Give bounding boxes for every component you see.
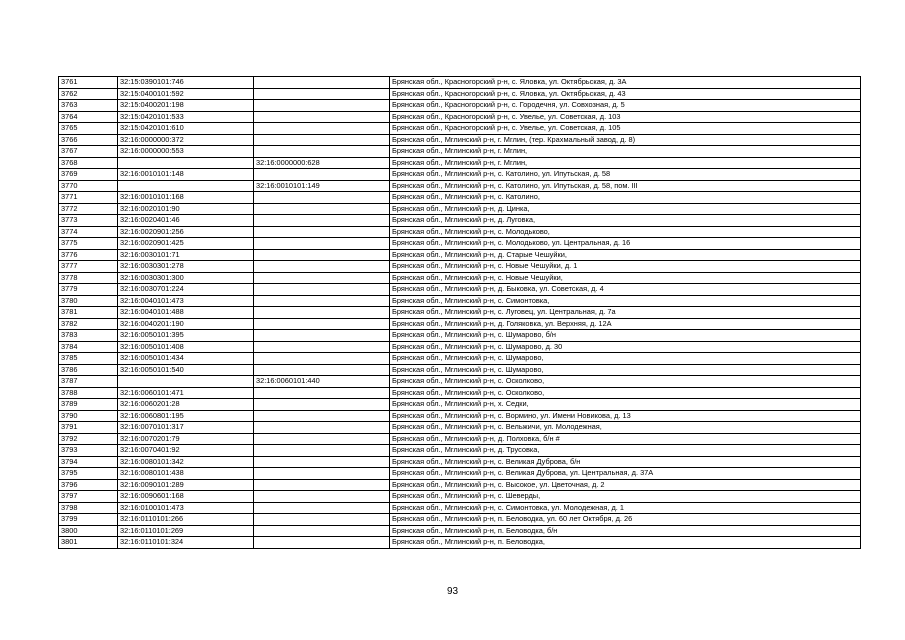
registry-table xyxy=(58,76,861,549)
address: Брянская обл., Мглинский р-н, с. Луговец, ул. Центральная, д. 7а xyxy=(390,307,861,319)
cadastral-number-secondary xyxy=(254,111,390,123)
row-number: 3793 xyxy=(59,445,118,457)
row-number: 3784 xyxy=(59,341,118,353)
cadastral-number: 32:16:0080101:342 xyxy=(118,456,254,468)
cadastral-number-secondary: 32:16:0000000:628 xyxy=(254,157,390,169)
row-number: 3797 xyxy=(59,491,118,503)
address: Брянская обл., Мглинский р-н, с. Шумарово, xyxy=(390,364,861,376)
table-row xyxy=(59,307,861,319)
row-number: 3783 xyxy=(59,330,118,342)
address: Брянская обл., Мглинский р-н, с. Молодьково, ул. Центральная, д. 16 xyxy=(390,238,861,250)
table-row xyxy=(59,422,861,434)
registry-table-body xyxy=(59,77,861,549)
table-row xyxy=(59,525,861,537)
address: Брянская обл., Мглинский р-н, с. Католино, ул. Ипутьская, д. 58, пом. III xyxy=(390,180,861,192)
address: Брянская обл., Красногорский р-н, с. Яловка, ул. Октябрьская, д. 43 xyxy=(390,88,861,100)
cadastral-number-secondary xyxy=(254,445,390,457)
address: Брянская обл., Мглинский р-н, п. Беловодка, xyxy=(390,537,861,549)
cadastral-number: 32:15:0420101:610 xyxy=(118,123,254,135)
cadastral-number: 32:16:0010101:148 xyxy=(118,169,254,181)
table-row xyxy=(59,111,861,123)
row-number: 3794 xyxy=(59,456,118,468)
cadastral-number-secondary xyxy=(254,307,390,319)
row-number: 3769 xyxy=(59,169,118,181)
cadastral-number-secondary xyxy=(254,502,390,514)
cadastral-number: 32:16:0060801:195 xyxy=(118,410,254,422)
row-number: 3790 xyxy=(59,410,118,422)
cadastral-number: 32:16:0020901:425 xyxy=(118,238,254,250)
cadastral-number-secondary xyxy=(254,537,390,549)
table-row xyxy=(59,272,861,284)
address: Брянская обл., Мглинский р-н, с. Молодьково, xyxy=(390,226,861,238)
cadastral-number: 32:15:0400101:592 xyxy=(118,88,254,100)
address: Брянская обл., Мглинский р-н, г. Мглин, (тер. Крахмальный завод, д. 8) xyxy=(390,134,861,146)
table-row xyxy=(59,410,861,422)
address: Брянская обл., Мглинский р-н, с. Шумарово, д. 30 xyxy=(390,341,861,353)
row-number: 3770 xyxy=(59,180,118,192)
row-number: 3773 xyxy=(59,215,118,227)
cadastral-number: 32:16:0030701:224 xyxy=(118,284,254,296)
address: Брянская обл., Мглинский р-н, с. Шумарово, б/н xyxy=(390,330,861,342)
address: Брянская обл., Мглинский р-н, с. Новые Чешуйки, д. 1 xyxy=(390,261,861,273)
cadastral-number-secondary xyxy=(254,330,390,342)
address: Брянская обл., Мглинский р-н, д. Быковка, ул. Советская, д. 4 xyxy=(390,284,861,296)
address: Брянская обл., Мглинский р-н, д. Голяковка, ул. Верхняя, д. 12А xyxy=(390,318,861,330)
table-row xyxy=(59,169,861,181)
address: Брянская обл., Мглинский р-н, д. Старые Чешуйки, xyxy=(390,249,861,261)
row-number: 3788 xyxy=(59,387,118,399)
cadastral-number: 32:16:0050101:408 xyxy=(118,341,254,353)
row-number: 3798 xyxy=(59,502,118,514)
cadastral-number: 32:16:0000000:553 xyxy=(118,146,254,158)
cadastral-number: 32:16:0030301:300 xyxy=(118,272,254,284)
cadastral-number: 32:16:0050101:395 xyxy=(118,330,254,342)
table-row xyxy=(59,180,861,192)
address: Брянская обл., Мглинский р-н, с. Католино, ул. Ипутьская, д. 58 xyxy=(390,169,861,181)
table-row xyxy=(59,295,861,307)
cadastral-number-secondary xyxy=(254,100,390,112)
cadastral-number-secondary xyxy=(254,433,390,445)
cadastral-number: 32:16:0110101:324 xyxy=(118,537,254,549)
address: Брянская обл., Красногорский р-н, с. Яловка, ул. Октябрьская, д. 3А xyxy=(390,77,861,89)
cadastral-number-secondary xyxy=(254,203,390,215)
address: Брянская обл., Мглинский р-н, с. Осколково, xyxy=(390,376,861,388)
table-row xyxy=(59,341,861,353)
cadastral-number-secondary xyxy=(254,410,390,422)
row-number: 3767 xyxy=(59,146,118,158)
cadastral-number-secondary xyxy=(254,341,390,353)
cadastral-number-secondary xyxy=(254,169,390,181)
row-number: 3761 xyxy=(59,77,118,89)
cadastral-number: 32:16:0060201:28 xyxy=(118,399,254,411)
table-row xyxy=(59,249,861,261)
cadastral-number: 32:16:0040101:473 xyxy=(118,295,254,307)
address: Брянская обл., Мглинский р-н, с. Высокое, ул. Цветочная, д. 2 xyxy=(390,479,861,491)
cadastral-number: 32:16:0060101:471 xyxy=(118,387,254,399)
cadastral-number-secondary: 32:16:0060101:440 xyxy=(254,376,390,388)
row-number: 3782 xyxy=(59,318,118,330)
row-number: 3778 xyxy=(59,272,118,284)
table-row xyxy=(59,537,861,549)
cadastral-number: 32:16:0090101:289 xyxy=(118,479,254,491)
row-number: 3786 xyxy=(59,364,118,376)
table-row xyxy=(59,192,861,204)
cadastral-number: 32:16:0090601:168 xyxy=(118,491,254,503)
address: Брянская обл., Красногорский р-н, с. Городечня, ул. Совхозная, д. 5 xyxy=(390,100,861,112)
cadastral-number: 32:15:0390101:746 xyxy=(118,77,254,89)
table-row xyxy=(59,433,861,445)
cadastral-number-secondary xyxy=(254,318,390,330)
address: Брянская обл., Мглинский р-н, с. Вельжичи, ул. Молодежная, xyxy=(390,422,861,434)
cadastral-number: 32:16:0070401:92 xyxy=(118,445,254,457)
address: Брянская обл., Мглинский р-н, г. Мглин, xyxy=(390,146,861,158)
cadastral-number-secondary xyxy=(254,479,390,491)
table-row xyxy=(59,261,861,273)
table-row xyxy=(59,330,861,342)
row-number: 3764 xyxy=(59,111,118,123)
table-row xyxy=(59,100,861,112)
row-number: 3799 xyxy=(59,514,118,526)
address: Брянская обл., Мглинский р-н, с. Католино, xyxy=(390,192,861,204)
cadastral-number-secondary xyxy=(254,353,390,365)
row-number: 3789 xyxy=(59,399,118,411)
cadastral-number xyxy=(118,180,254,192)
cadastral-number-secondary xyxy=(254,249,390,261)
address: Брянская обл., Красногорский р-н, с. Увелье, ул. Советская, д. 105 xyxy=(390,123,861,135)
table-row xyxy=(59,284,861,296)
table-row xyxy=(59,514,861,526)
cadastral-number: 32:16:0010101:168 xyxy=(118,192,254,204)
address: Брянская обл., Мглинский р-н, д. Луговка, xyxy=(390,215,861,227)
table-row xyxy=(59,456,861,468)
table-row xyxy=(59,364,861,376)
row-number: 3768 xyxy=(59,157,118,169)
cadastral-number-secondary xyxy=(254,88,390,100)
row-number: 3776 xyxy=(59,249,118,261)
address: Брянская обл., Мглинский р-н, с. Осколково, xyxy=(390,387,861,399)
cadastral-number xyxy=(118,157,254,169)
cadastral-number: 32:16:0110101:269 xyxy=(118,525,254,537)
address: Брянская обл., Мглинский р-н, г. Мглин, xyxy=(390,157,861,169)
row-number: 3763 xyxy=(59,100,118,112)
row-number: 3772 xyxy=(59,203,118,215)
cadastral-number: 32:16:0050101:540 xyxy=(118,364,254,376)
cadastral-number xyxy=(118,376,254,388)
address: Брянская обл., Мглинский р-н, с. Шеверды, xyxy=(390,491,861,503)
table-row xyxy=(59,146,861,158)
address: Брянская обл., Мглинский р-н, с. Новые Чешуйки, xyxy=(390,272,861,284)
table-row xyxy=(59,376,861,388)
address: Брянская обл., Мглинский р-н, х. Седки, xyxy=(390,399,861,411)
cadastral-number: 32:16:0040201:190 xyxy=(118,318,254,330)
table-row xyxy=(59,77,861,89)
cadastral-number-secondary xyxy=(254,422,390,434)
table-row xyxy=(59,491,861,503)
cadastral-number-secondary xyxy=(254,272,390,284)
table-row xyxy=(59,479,861,491)
cadastral-number-secondary xyxy=(254,77,390,89)
row-number: 3775 xyxy=(59,238,118,250)
row-number: 3780 xyxy=(59,295,118,307)
address: Брянская обл., Мглинский р-н, п. Беловодка, ул. 60 лет Октября, д. 26 xyxy=(390,514,861,526)
cadastral-number: 32:16:0070101:317 xyxy=(118,422,254,434)
row-number: 3791 xyxy=(59,422,118,434)
cadastral-number: 32:15:0400201:198 xyxy=(118,100,254,112)
registry-table-wrapper xyxy=(58,76,861,549)
table-row xyxy=(59,387,861,399)
cadastral-number-secondary xyxy=(254,295,390,307)
row-number: 3779 xyxy=(59,284,118,296)
row-number: 3787 xyxy=(59,376,118,388)
table-row xyxy=(59,157,861,169)
cadastral-number: 32:16:0100101:473 xyxy=(118,502,254,514)
cadastral-number: 32:16:0020401:46 xyxy=(118,215,254,227)
row-number: 3771 xyxy=(59,192,118,204)
row-number: 3796 xyxy=(59,479,118,491)
cadastral-number: 32:16:0070201:79 xyxy=(118,433,254,445)
address: Брянская обл., Мглинский р-н, с. Симонтовка, ул. Молодежная, д. 1 xyxy=(390,502,861,514)
cadastral-number: 32:16:0030301:278 xyxy=(118,261,254,273)
cadastral-number-secondary xyxy=(254,123,390,135)
cadastral-number-secondary xyxy=(254,364,390,376)
cadastral-number: 32:16:0110101:266 xyxy=(118,514,254,526)
cadastral-number-secondary xyxy=(254,238,390,250)
table-row xyxy=(59,215,861,227)
row-number: 3792 xyxy=(59,433,118,445)
address: Брянская обл., Мглинский р-н, д. Полховка, б/н # xyxy=(390,433,861,445)
cadastral-number: 32:16:0040101:488 xyxy=(118,307,254,319)
cadastral-number-secondary xyxy=(254,456,390,468)
address: Брянская обл., Мглинский р-н, д. Цинка, xyxy=(390,203,861,215)
row-number: 3766 xyxy=(59,134,118,146)
row-number: 3781 xyxy=(59,307,118,319)
cadastral-number-secondary xyxy=(254,491,390,503)
row-number: 3777 xyxy=(59,261,118,273)
table-row xyxy=(59,318,861,330)
table-row xyxy=(59,353,861,365)
address: Брянская обл., Мглинский р-н, с. Великая Дуброва, ул. Центральная, д. 37А xyxy=(390,468,861,480)
cadastral-number-secondary xyxy=(254,134,390,146)
cadastral-number-secondary xyxy=(254,399,390,411)
cadastral-number-secondary xyxy=(254,525,390,537)
cadastral-number-secondary xyxy=(254,387,390,399)
cadastral-number-secondary xyxy=(254,215,390,227)
cadastral-number: 32:16:0030101:71 xyxy=(118,249,254,261)
table-row xyxy=(59,203,861,215)
cadastral-number-secondary xyxy=(254,226,390,238)
address: Брянская обл., Мглинский р-н, с. Великая Дуброва, б/н xyxy=(390,456,861,468)
cadastral-number-secondary: 32:16:0010101:149 xyxy=(254,180,390,192)
table-row xyxy=(59,468,861,480)
address: Брянская обл., Мглинский р-н, д. Трусовка, xyxy=(390,445,861,457)
address: Брянская обл., Красногорский р-н, с. Увелье, ул. Советская, д. 103 xyxy=(390,111,861,123)
address: Брянская обл., Мглинский р-н, п. Беловодка, б/н xyxy=(390,525,861,537)
row-number: 3800 xyxy=(59,525,118,537)
address: Брянская обл., Мглинский р-н, с. Шумарово, xyxy=(390,353,861,365)
cadastral-number-secondary xyxy=(254,146,390,158)
cadastral-number: 32:16:0050101:434 xyxy=(118,353,254,365)
table-row xyxy=(59,88,861,100)
row-number: 3785 xyxy=(59,353,118,365)
row-number: 3774 xyxy=(59,226,118,238)
table-row xyxy=(59,226,861,238)
cadastral-number: 32:15:0420101:533 xyxy=(118,111,254,123)
cadastral-number-secondary xyxy=(254,261,390,273)
cadastral-number-secondary xyxy=(254,192,390,204)
table-row xyxy=(59,502,861,514)
row-number: 3795 xyxy=(59,468,118,480)
table-row xyxy=(59,399,861,411)
table-row xyxy=(59,445,861,457)
cadastral-number: 32:16:0000000:372 xyxy=(118,134,254,146)
cadastral-number-secondary xyxy=(254,468,390,480)
address: Брянская обл., Мглинский р-н, с. Вормино, ул. Имени Новикова, д. 13 xyxy=(390,410,861,422)
cadastral-number: 32:16:0080101:438 xyxy=(118,468,254,480)
cadastral-number-secondary xyxy=(254,514,390,526)
row-number: 3801 xyxy=(59,537,118,549)
cadastral-number-secondary xyxy=(254,284,390,296)
row-number: 3765 xyxy=(59,123,118,135)
row-number: 3762 xyxy=(59,88,118,100)
table-row xyxy=(59,238,861,250)
cadastral-number: 32:16:0020101:90 xyxy=(118,203,254,215)
table-row xyxy=(59,123,861,135)
table-row xyxy=(59,134,861,146)
address: Брянская обл., Мглинский р-н, с. Симонтовка, xyxy=(390,295,861,307)
cadastral-number: 32:16:0020901:256 xyxy=(118,226,254,238)
page-number: 93 xyxy=(446,586,459,597)
